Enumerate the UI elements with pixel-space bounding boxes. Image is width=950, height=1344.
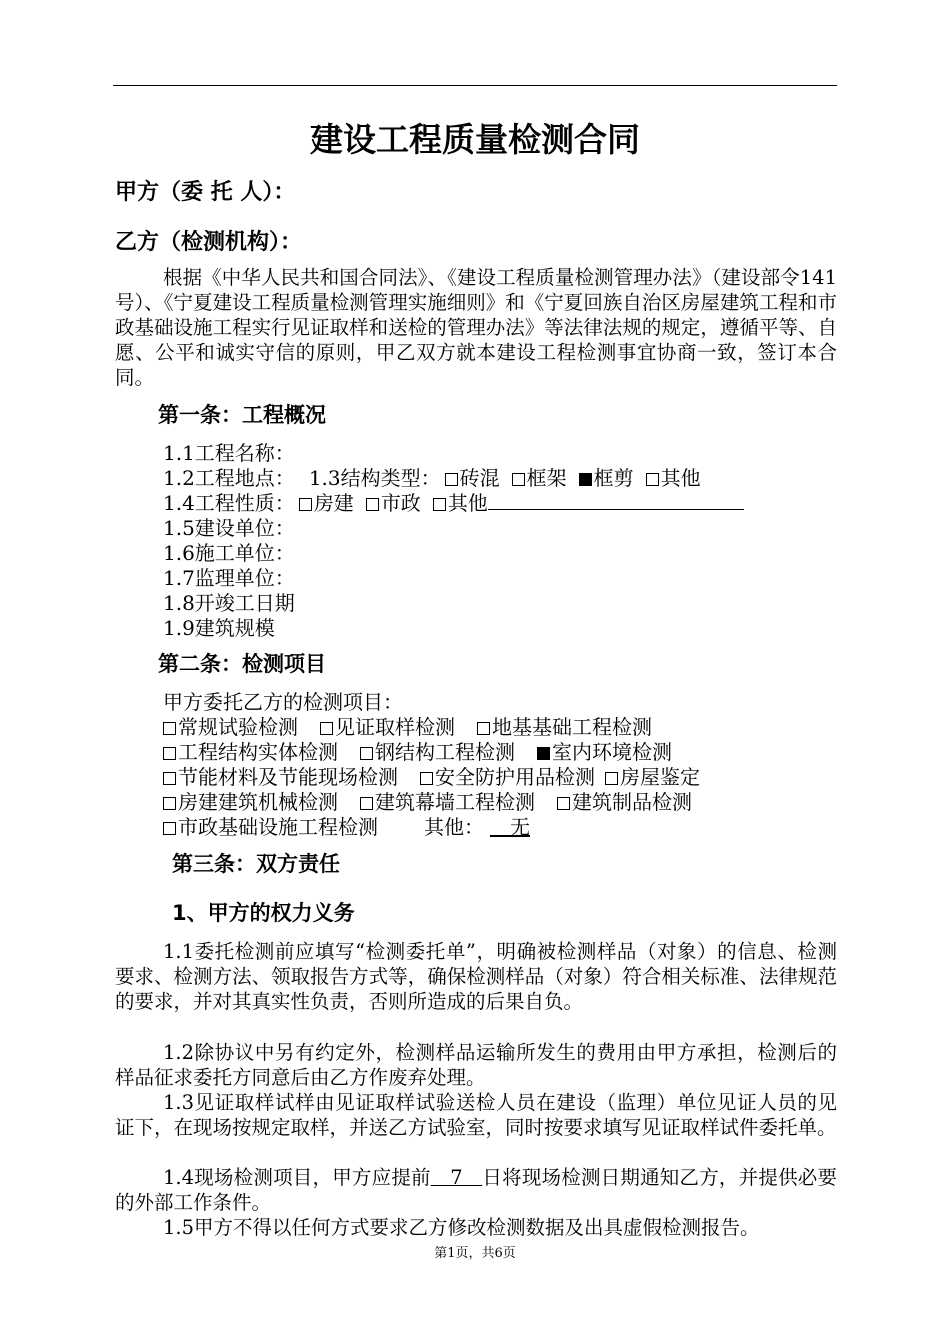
test-items-row-5 bbox=[163, 815, 530, 839]
article3-heading: 第三条：双方责任 bbox=[172, 852, 340, 876]
checkbox-label: 安全防护用品检测 bbox=[435, 765, 595, 789]
item-1-2-1-3 bbox=[163, 466, 701, 490]
checkbox-option[interactable] bbox=[320, 715, 455, 739]
item-1-4 bbox=[163, 491, 744, 515]
test-items-row-2 bbox=[163, 740, 672, 764]
clause-1-2: 1.2除协议中另有约定外，检测样品运输所发生的费用由甲方承担，检测后的样品征求委托方同意后由乙方作废弃处理。 bbox=[115, 1041, 837, 1089]
checkbox-label: 节能材料及节能现场检测 bbox=[178, 765, 398, 789]
other-blank-line bbox=[488, 491, 744, 510]
unchecked-box-icon[interactable] bbox=[646, 473, 659, 486]
test-items-row-3 bbox=[163, 765, 700, 789]
project-nature-options bbox=[295, 491, 488, 515]
checkbox-option[interactable] bbox=[537, 740, 672, 764]
party-b-label: 乙方（检测机构）： bbox=[115, 230, 303, 255]
checkbox-label: 钢结构工程检测 bbox=[375, 740, 515, 764]
item-1-4-label: 1.4工程性质： bbox=[163, 491, 295, 515]
party-a-rights-heading: 1、甲方的权力义务 bbox=[172, 901, 355, 925]
test-item bbox=[420, 765, 595, 789]
checkbox-label: 砖混 bbox=[459, 466, 500, 490]
page-footer: 第1页，共6页 bbox=[434, 1246, 516, 1261]
item-1-6: 1.6施工单位： bbox=[163, 541, 295, 565]
test-item bbox=[537, 740, 672, 764]
checkbox-option[interactable] bbox=[477, 715, 652, 739]
notice-days: 7 bbox=[450, 1166, 463, 1189]
article2-intro: 甲方委托乙方的检测项目： bbox=[163, 690, 403, 714]
checkbox-label: 其他 bbox=[447, 491, 488, 515]
checkbox-option[interactable] bbox=[163, 740, 338, 764]
checkbox-option[interactable] bbox=[360, 740, 515, 764]
checkbox-option[interactable] bbox=[433, 491, 488, 515]
checkbox-label: 市政 bbox=[380, 491, 421, 515]
checkbox-option[interactable] bbox=[360, 790, 535, 814]
clause-1-5: 1.5甲方不得以任何方式要求乙方修改检测数据及出具虚假检测报告。 bbox=[163, 1216, 760, 1239]
checkbox-label: 建筑制品检测 bbox=[572, 790, 692, 814]
unchecked-box-icon[interactable] bbox=[420, 772, 433, 785]
unchecked-box-icon[interactable] bbox=[163, 797, 176, 810]
unchecked-box-icon[interactable] bbox=[366, 498, 379, 511]
checkbox-option[interactable] bbox=[163, 715, 298, 739]
unchecked-box-icon[interactable] bbox=[433, 498, 446, 511]
article2-heading: 第二条：检测项目 bbox=[158, 652, 326, 676]
clause-1-4: 1.4现场检测项目，甲方应提前 7 日将现场检测日期通知乙方，并提供必要的外部工作条件。 bbox=[115, 1166, 837, 1214]
top-rule bbox=[113, 85, 837, 86]
intro-paragraph: 根据《中华人民共和国合同法》、《建设工程质量检测管理办法》（建设部令141号）、《宁夏建设工程质量检测管理实施细则》和《宁夏回族自治区房屋建筑工程和市政基础设施工程实行见证取样和送检的管理办法》等法律法规的规定，遵循平等、自愿、公平和诚实守信的原则，甲乙双方就本建设工程检测事宜协商一致，签订本合同。 bbox=[115, 266, 837, 389]
other-label: 其他： bbox=[424, 815, 484, 839]
checkbox-option[interactable] bbox=[163, 790, 338, 814]
checkbox-label: 地基基础工程检测 bbox=[492, 715, 652, 739]
checkbox-label: 房建 bbox=[313, 491, 354, 515]
checkbox-label: 房建建筑机械检测 bbox=[178, 790, 338, 814]
unchecked-box-icon[interactable] bbox=[163, 747, 176, 760]
checkbox-label: 室内环境检测 bbox=[552, 740, 672, 764]
unchecked-box-icon[interactable] bbox=[477, 722, 490, 735]
item-1-9: 1.9建筑规模 bbox=[163, 616, 275, 640]
test-item bbox=[163, 765, 398, 789]
checkbox-label: 其他 bbox=[660, 466, 701, 490]
test-item bbox=[163, 815, 378, 839]
test-item bbox=[163, 740, 338, 764]
item-1-7: 1.7监理单位： bbox=[163, 566, 295, 590]
checked-box-icon[interactable] bbox=[579, 473, 592, 486]
test-item bbox=[163, 715, 298, 739]
checkbox-label: 房屋鉴定 bbox=[620, 765, 700, 789]
test-items-row-4 bbox=[163, 790, 692, 814]
checkbox-label: 建筑幕墙工程检测 bbox=[375, 790, 535, 814]
structure-type-options bbox=[441, 466, 701, 490]
clause-1-3: 1.3见证取样试样由见证取样试验送检人员在建设（监理）单位见证人员的见证下，在现场按规定取样，并送乙方试验室，同时按要求填写见证取样试件委托单。 bbox=[115, 1091, 837, 1139]
clause-1-1: 1.1委托检测前应填写“检测委托单”，明确被检测样品（对象）的信息、检测要求、检测方法、领取报告方式等，确保检测样品（对象）符合相关标准、法律规范的要求，并对其真实性负责，否则所造成的后果自负。 bbox=[115, 940, 837, 1013]
test-item bbox=[477, 715, 652, 739]
unchecked-box-icon[interactable] bbox=[163, 822, 176, 835]
checkbox-option[interactable] bbox=[512, 466, 567, 490]
test-item bbox=[605, 765, 700, 789]
checkbox-label: 工程结构实体检测 bbox=[178, 740, 338, 764]
checkbox-option[interactable] bbox=[579, 466, 634, 490]
test-item bbox=[320, 715, 455, 739]
unchecked-box-icon[interactable] bbox=[605, 772, 618, 785]
article1-heading: 第一条：工程概况 bbox=[158, 403, 326, 427]
checkbox-option[interactable] bbox=[646, 466, 701, 490]
item-1-3-label: 1.3结构类型： bbox=[308, 466, 441, 490]
checkbox-option[interactable] bbox=[366, 491, 421, 515]
unchecked-box-icon[interactable] bbox=[299, 498, 312, 511]
checked-box-icon[interactable] bbox=[537, 747, 550, 760]
test-item bbox=[163, 790, 338, 814]
unchecked-box-icon[interactable] bbox=[445, 473, 458, 486]
unchecked-box-icon[interactable] bbox=[163, 772, 176, 785]
other-value: 无 bbox=[510, 815, 530, 839]
test-item bbox=[360, 790, 535, 814]
test-item bbox=[557, 790, 692, 814]
document-title: 建设工程质量检测合同 bbox=[310, 120, 640, 159]
checkbox-option[interactable] bbox=[420, 765, 595, 789]
item-1-5: 1.5建设单位： bbox=[163, 516, 295, 540]
checkbox-label: 市政基础设施工程检测 bbox=[178, 815, 378, 839]
item-1-8: 1.8开竣工日期 bbox=[163, 591, 295, 615]
checkbox-option[interactable] bbox=[299, 491, 354, 515]
checkbox-option[interactable] bbox=[163, 765, 398, 789]
checkbox-option[interactable] bbox=[605, 765, 700, 789]
unchecked-box-icon[interactable] bbox=[360, 797, 373, 810]
item-1-1: 1.1工程名称： bbox=[163, 441, 295, 465]
checkbox-label: 见证取样检测 bbox=[335, 715, 455, 739]
checkbox-option[interactable] bbox=[163, 815, 378, 839]
checkbox-label: 框剪 bbox=[593, 466, 634, 490]
checkbox-option[interactable] bbox=[445, 466, 500, 490]
item-1-2-label: 1.2工程地点： bbox=[163, 466, 295, 490]
unchecked-box-icon[interactable] bbox=[512, 473, 525, 486]
unchecked-box-icon[interactable] bbox=[557, 797, 570, 810]
unchecked-box-icon[interactable] bbox=[360, 747, 373, 760]
unchecked-box-icon[interactable] bbox=[163, 722, 176, 735]
party-a-label: 甲方（委 托 人）： bbox=[115, 180, 296, 205]
checkbox-label: 框架 bbox=[526, 466, 567, 490]
test-item bbox=[360, 740, 515, 764]
checkbox-option[interactable] bbox=[557, 790, 692, 814]
unchecked-box-icon[interactable] bbox=[320, 722, 333, 735]
test-items-row-1 bbox=[163, 715, 652, 739]
checkbox-label: 常规试验检测 bbox=[178, 715, 298, 739]
